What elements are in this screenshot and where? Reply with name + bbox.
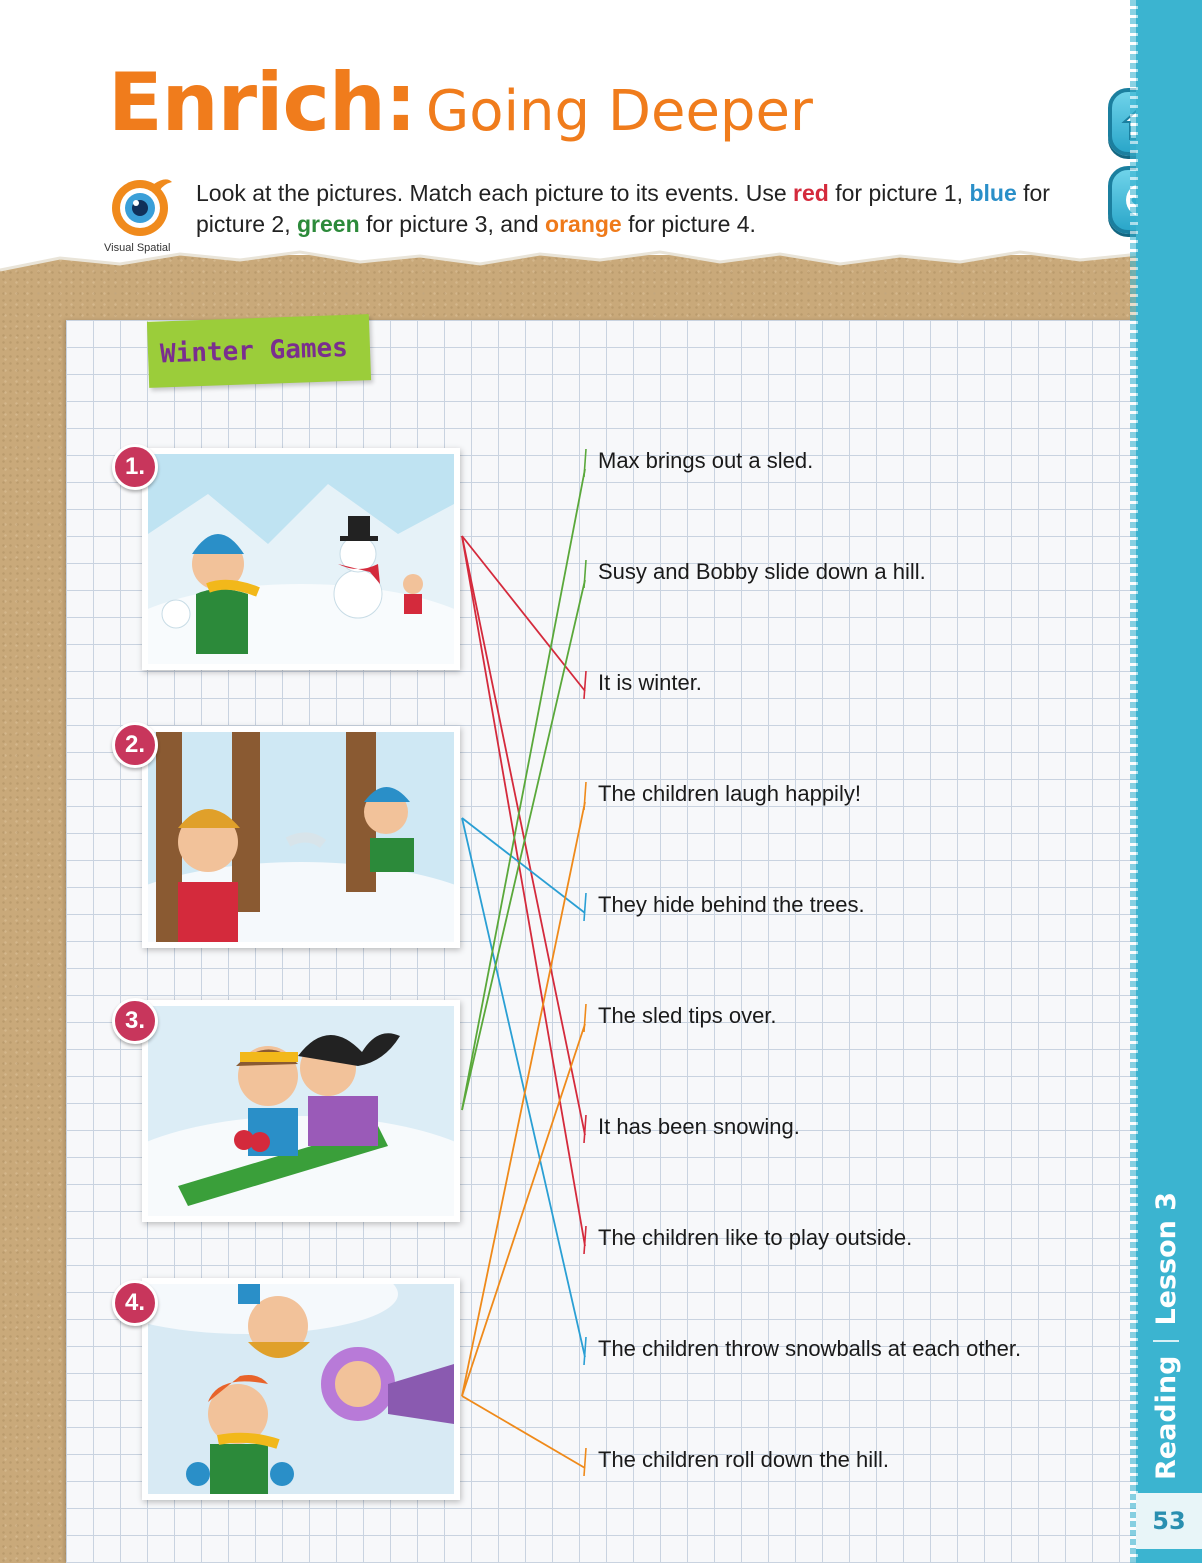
sled-scene-image — [148, 1006, 454, 1216]
instr-green: green — [297, 211, 360, 237]
instructions — [196, 178, 1106, 240]
event-item[interactable]: The children roll down the hill. — [598, 1447, 890, 1472]
event-item[interactable]: The children laugh happily! — [598, 781, 861, 806]
instr-text: for picture 4. — [621, 211, 756, 237]
event-item[interactable]: It is winter. — [598, 670, 702, 695]
picture-number-badge: 1. — [112, 444, 158, 490]
lesson-label — [1146, 1180, 1186, 1480]
picture-number-badge: 2. — [112, 722, 158, 768]
picture-number-badge: 3. — [112, 998, 158, 1044]
instr-text: for picture 1, — [828, 180, 970, 206]
lesson-number: Lesson 3 — [1150, 1191, 1182, 1326]
rolling-scene-image — [148, 1284, 454, 1494]
event-item[interactable]: The children like to play outside. — [598, 1225, 913, 1250]
tag-label: Winter Games — [159, 332, 349, 370]
picture-1 — [142, 448, 460, 670]
picture-number-badge: 4. — [112, 1280, 158, 1326]
picture-4 — [142, 1278, 460, 1500]
page-title — [108, 56, 813, 149]
instr-text: for picture 3, and — [359, 211, 546, 237]
instr-blue: blue — [969, 180, 1017, 206]
trees-scene-image — [148, 732, 454, 942]
event-item[interactable]: It has been snowing. — [598, 1114, 800, 1139]
subject-label: Reading — [1150, 1355, 1182, 1480]
instr-red: red — [793, 180, 829, 206]
event-item[interactable]: They hide behind the trees. — [598, 892, 865, 917]
picture-3 — [142, 1000, 460, 1222]
event-item[interactable]: The children throw snowballs at each other. — [598, 1336, 1022, 1361]
snowman-scene-image — [148, 454, 454, 664]
event-item[interactable]: Max brings out a sled. — [598, 448, 814, 473]
instr-orange: orange — [545, 211, 622, 237]
eye-icon — [108, 172, 174, 238]
event-item[interactable]: The sled tips over. — [598, 1003, 777, 1028]
divider — [1153, 1340, 1179, 1342]
skill-label: Visual Spatial — [104, 242, 171, 254]
title-main: Enrich: — [108, 56, 416, 149]
event-item[interactable]: Susy and Bobby slide down a hill. — [598, 559, 926, 584]
instr-text: for picture 2, — [196, 180, 1050, 237]
page-number: 53 — [1136, 1493, 1202, 1549]
title-sub: Going Deeper — [425, 79, 813, 144]
picture-2 — [142, 726, 460, 948]
instr-text: Look at the pictures. Match each picture to its events. Use — [196, 180, 794, 206]
section-tag — [147, 314, 371, 388]
